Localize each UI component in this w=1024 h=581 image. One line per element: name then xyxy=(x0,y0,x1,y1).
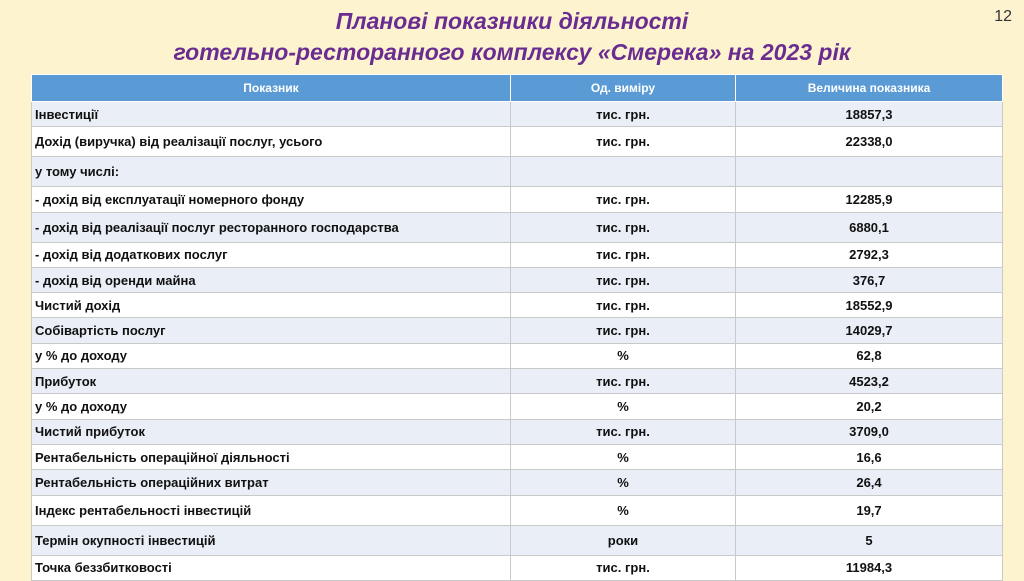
table-row xyxy=(32,394,1003,419)
row-value: 14029,7 xyxy=(736,318,1003,343)
table-row xyxy=(32,419,1003,444)
row-value: 6880,1 xyxy=(736,212,1003,242)
row-unit: тис. грн. xyxy=(511,293,736,318)
row-unit: тис. грн. xyxy=(511,267,736,292)
row-unit: % xyxy=(511,470,736,495)
row-value: 12285,9 xyxy=(736,187,1003,212)
table-row xyxy=(32,555,1003,580)
header-value: Величина показника xyxy=(736,75,1003,102)
row-unit: тис. грн. xyxy=(511,187,736,212)
row-unit: тис. грн. xyxy=(511,127,736,157)
row-value: 11984,3 xyxy=(736,555,1003,580)
row-unit: тис. грн. xyxy=(511,318,736,343)
header-unit: Од. виміру xyxy=(511,75,736,102)
table-row xyxy=(32,369,1003,394)
row-value: 20,2 xyxy=(736,394,1003,419)
row-indicator-name: - дохід від реалізації послуг ресторанного господарства xyxy=(32,212,511,242)
row-value: 376,7 xyxy=(736,267,1003,292)
row-unit xyxy=(511,157,736,187)
row-value: 19,7 xyxy=(736,495,1003,525)
row-indicator-name: Чистий прибуток xyxy=(32,419,511,444)
table-row xyxy=(32,293,1003,318)
row-value: 16,6 xyxy=(736,444,1003,469)
row-value: 18552,9 xyxy=(736,293,1003,318)
row-indicator-name: Термін окупності інвестицій xyxy=(32,525,511,555)
row-indicator-name: Прибуток xyxy=(32,369,511,394)
slide-title-line-2: готельно-ресторанного комплексу «Смерека» на 2023 рік xyxy=(173,39,851,65)
table-row xyxy=(32,102,1003,127)
row-value: 2792,3 xyxy=(736,242,1003,267)
row-indicator-name: - дохід від оренди майна xyxy=(32,267,511,292)
table-row xyxy=(32,187,1003,212)
table-row xyxy=(32,470,1003,495)
row-indicator-name: у тому числі: xyxy=(32,157,511,187)
row-unit: тис. грн. xyxy=(511,419,736,444)
row-indicator-name: Рентабельність операційної діяльності xyxy=(32,444,511,469)
row-indicator-name: - дохід від експлуатації номерного фонду xyxy=(32,187,511,212)
row-indicator-name: Чистий дохід xyxy=(32,293,511,318)
row-value: 22338,0 xyxy=(736,127,1003,157)
table-row xyxy=(32,242,1003,267)
header-indicator: Показник xyxy=(32,75,511,102)
row-unit: тис. грн. xyxy=(511,242,736,267)
table-header-row xyxy=(32,75,1003,102)
row-value: 62,8 xyxy=(736,343,1003,368)
row-unit: роки xyxy=(511,525,736,555)
row-value: 3709,0 xyxy=(736,419,1003,444)
row-value: 4523,2 xyxy=(736,369,1003,394)
table-row xyxy=(32,525,1003,555)
slide-title-line-1: Планові показники діяльності xyxy=(335,8,689,34)
row-indicator-name: у % до доходу xyxy=(32,394,511,419)
row-unit: % xyxy=(511,495,736,525)
row-value: 5 xyxy=(736,525,1003,555)
table-row xyxy=(32,343,1003,368)
row-value xyxy=(736,157,1003,187)
table-row xyxy=(32,495,1003,525)
table-row xyxy=(32,157,1003,187)
table-row xyxy=(32,444,1003,469)
row-unit: тис. грн. xyxy=(511,102,736,127)
row-unit: % xyxy=(511,343,736,368)
row-indicator-name: Рентабельність операційних витрат xyxy=(32,470,511,495)
row-unit: тис. грн. xyxy=(511,212,736,242)
table-row xyxy=(32,212,1003,242)
row-indicator-name: - дохід від додаткових послуг xyxy=(32,242,511,267)
row-indicator-name: Собівартість послуг xyxy=(32,318,511,343)
row-unit: тис. грн. xyxy=(511,555,736,580)
row-indicator-name: Індекс рентабельності інвестицій xyxy=(32,495,511,525)
row-value: 18857,3 xyxy=(736,102,1003,127)
row-indicator-name: Інвестиції xyxy=(32,102,511,127)
row-indicator-name: Дохід (виручка) від реалізації послуг, усього xyxy=(32,127,511,157)
row-indicator-name: у % до доходу xyxy=(32,343,511,368)
table-row xyxy=(32,127,1003,157)
row-unit: тис. грн. xyxy=(511,369,736,394)
table-row xyxy=(32,267,1003,292)
row-value: 26,4 xyxy=(736,470,1003,495)
row-indicator-name: Точка беззбитковості xyxy=(32,555,511,580)
indicators-table xyxy=(31,74,1003,581)
row-unit: % xyxy=(511,444,736,469)
table-row xyxy=(32,318,1003,343)
table-body xyxy=(32,102,1003,581)
row-unit: % xyxy=(511,394,736,419)
slide-title xyxy=(0,6,1024,68)
page-number: 12 xyxy=(994,8,1012,25)
